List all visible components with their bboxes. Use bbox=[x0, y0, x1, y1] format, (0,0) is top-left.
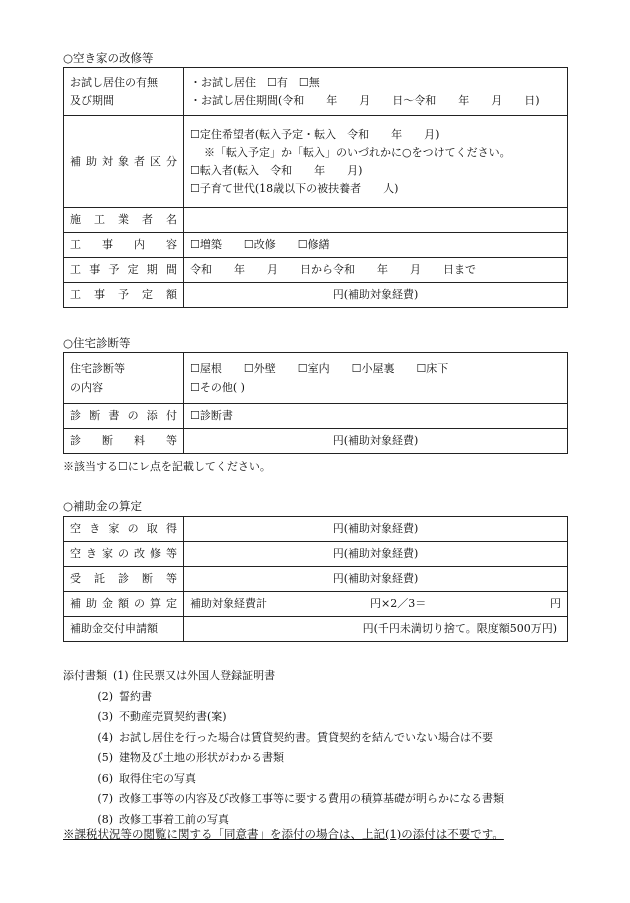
transferee-checkbox-line[interactable]: ☐転入者(転入 令和 年 月) bbox=[190, 164, 363, 177]
subsidy-formula: 円×2／3＝ bbox=[370, 597, 427, 611]
section-title-housing-diagnosis: ○住宅診断等 bbox=[63, 336, 131, 350]
attachment-item bbox=[63, 789, 504, 810]
checkbox-note: ※該当する☐にレ点を記載してください。 bbox=[63, 460, 271, 473]
attachment-text: 改修工事着工前の写真 bbox=[119, 812, 229, 826]
attachments-list bbox=[63, 666, 504, 830]
attachment-num: (1) bbox=[113, 669, 129, 682]
label-diagnosis-attachment-text: 診 断 書 の 添 付 bbox=[70, 409, 177, 423]
label-trial-residence-line1: お試し居住の有無 bbox=[70, 75, 158, 89]
settler-checkbox-line[interactable]: ☐定住希望者(転入予定・転入 令和 年 月) bbox=[190, 127, 440, 141]
label-work-content bbox=[64, 233, 184, 258]
attachment-num: (4) bbox=[97, 730, 113, 744]
subsidy-amount-field[interactable] bbox=[184, 592, 568, 617]
commissioned-diagnosis-field[interactable]: 円(補助対象経費) bbox=[184, 567, 568, 592]
label-acquisition-text: 空 き 家 の 取 得 bbox=[70, 522, 177, 536]
label-work-period bbox=[64, 258, 184, 283]
diagnosis-content-field[interactable] bbox=[184, 353, 568, 404]
attachment-num: (5) bbox=[97, 751, 113, 764]
section-title-vacant-house-renovation: ○空き家の改修等 bbox=[63, 51, 154, 65]
attachment-num: (7) bbox=[97, 792, 113, 805]
child-rearing-checkbox-line[interactable]: ☐子育て世代(18歳以下の被扶養者 人) bbox=[190, 182, 399, 196]
housing-diagnosis-table bbox=[63, 352, 568, 454]
subsidy-yen: 円 bbox=[550, 597, 561, 611]
label-work-cost-text: 工 事 予 定 額 bbox=[70, 288, 177, 302]
attachment-text: 誓約書 bbox=[119, 689, 152, 703]
subsidy-total-label: 補助対象経費計 bbox=[190, 597, 267, 611]
label-subsidy-target-text: 補 助 対 象 者 区 分 bbox=[70, 154, 177, 168]
label-commissioned-diagnosis-text: 受 託 診 断 等 bbox=[70, 572, 177, 586]
label-diagnosis-content-line1: 住宅診断等 bbox=[70, 362, 125, 376]
attachment-num: (2) bbox=[97, 689, 113, 703]
attachment-text: 建物及び土地の形状がわかる書類 bbox=[119, 751, 284, 764]
diagnosis-other-label: ☐その他( bbox=[190, 380, 238, 394]
attachment-num: (3) bbox=[97, 710, 113, 723]
consent-footnote: ※課税状況等の閲覧に関する「同意書」を添付の場合は、上記(1)の添付は不要です。 bbox=[63, 827, 504, 841]
label-application-amount-text: 補助金交付申請額 bbox=[70, 622, 158, 636]
diagnosis-attachment-field[interactable]: ☐診断書 bbox=[184, 404, 568, 429]
label-subsidy-target bbox=[64, 116, 184, 208]
attachment-item bbox=[63, 666, 504, 687]
work-content-field[interactable]: ☐増築 ☐改修 ☐修繕 bbox=[184, 233, 568, 258]
label-commissioned-diagnosis bbox=[64, 567, 184, 592]
diagnosis-other-line[interactable] bbox=[190, 381, 561, 394]
attachment-text: 住民票又は外国人登録証明書 bbox=[132, 669, 276, 682]
trial-residence-period-line[interactable]: ・お試し居住期間(令和 年 月 日～令和 年 月 日) bbox=[190, 94, 540, 107]
subsidy-target-field[interactable] bbox=[184, 116, 568, 208]
attachment-text: お試し居住を行った場合は賃貸契約書。賃貸契約を結んでいない場合は不要 bbox=[119, 730, 493, 744]
application-amount-field[interactable]: 円(千円未満切り捨て。限度額500万円) bbox=[184, 617, 568, 642]
attachment-num: (6) bbox=[97, 771, 113, 785]
label-diagnosis-content bbox=[64, 353, 184, 404]
attachment-item bbox=[63, 707, 504, 728]
attachment-text: 改修工事等の内容及び改修工事等に要する費用の積算基礎が明らかになる書類 bbox=[119, 792, 504, 805]
section-title-subsidy-calculation: ○補助金の算定 bbox=[63, 499, 143, 513]
attachment-item bbox=[63, 728, 504, 749]
label-contractor-text: 施 工 業 者 名 bbox=[70, 213, 177, 227]
label-diagnosis-fee bbox=[64, 429, 184, 454]
work-cost-field[interactable]: 円(補助対象経費) bbox=[184, 283, 568, 308]
renovation-field[interactable]: 円(補助対象経費) bbox=[184, 542, 568, 567]
label-contractor bbox=[64, 208, 184, 233]
label-subsidy-amount-text: 補 助 金 額 の 算 定 bbox=[70, 597, 177, 611]
label-subsidy-amount bbox=[64, 592, 184, 617]
diagnosis-other-close: ) bbox=[240, 380, 245, 394]
trial-residence-checkbox-line[interactable]: ・お試し居住 ☐有 ☐無 bbox=[190, 75, 320, 89]
attachments-prefix: 添付書類 bbox=[63, 669, 107, 682]
label-application-amount bbox=[64, 617, 184, 642]
diagnosis-checkbox-line[interactable]: ☐屋根 ☐外壁 ☐室内 ☐小屋裏 ☐床下 bbox=[190, 362, 449, 376]
label-diagnosis-fee-text: 診 断 料 等 bbox=[70, 434, 177, 448]
label-trial-residence-line2: 及び期間 bbox=[70, 94, 114, 107]
attachment-item bbox=[63, 748, 504, 769]
label-work-cost bbox=[64, 283, 184, 308]
diagnosis-fee-field[interactable]: 円(補助対象経費) bbox=[184, 429, 568, 454]
label-acquisition bbox=[64, 517, 184, 542]
label-diagnosis-attachment bbox=[64, 404, 184, 429]
label-work-period-text: 工 事 予 定 期 間 bbox=[70, 263, 177, 277]
attachment-text: 不動産売買契約書(案) bbox=[119, 710, 227, 723]
label-trial-residence bbox=[64, 68, 184, 116]
label-diagnosis-content-line2: の内容 bbox=[70, 380, 103, 394]
attachment-num: (8) bbox=[97, 812, 113, 826]
work-period-field[interactable]: 令和 年 月 日から令和 年 月 日まで bbox=[184, 258, 568, 283]
attachment-item bbox=[63, 687, 504, 708]
label-renovation-text: 空 き 家 の 改 修 等 bbox=[70, 547, 177, 561]
acquisition-field[interactable]: 円(補助対象経費) bbox=[184, 517, 568, 542]
vacant-house-renovation-table bbox=[63, 67, 568, 308]
label-renovation bbox=[64, 542, 184, 567]
settler-note: ※「転入予定」か「転入」のいづれかに○をつけてください。 bbox=[204, 145, 511, 159]
trial-residence-field[interactable] bbox=[184, 68, 568, 116]
subsidy-calculation-table bbox=[63, 516, 568, 642]
attachment-text: 取得住宅の写真 bbox=[119, 771, 196, 785]
contractor-field[interactable] bbox=[184, 208, 568, 233]
attachment-item bbox=[63, 769, 504, 790]
label-work-content-text: 工 事 内 容 bbox=[70, 238, 177, 252]
